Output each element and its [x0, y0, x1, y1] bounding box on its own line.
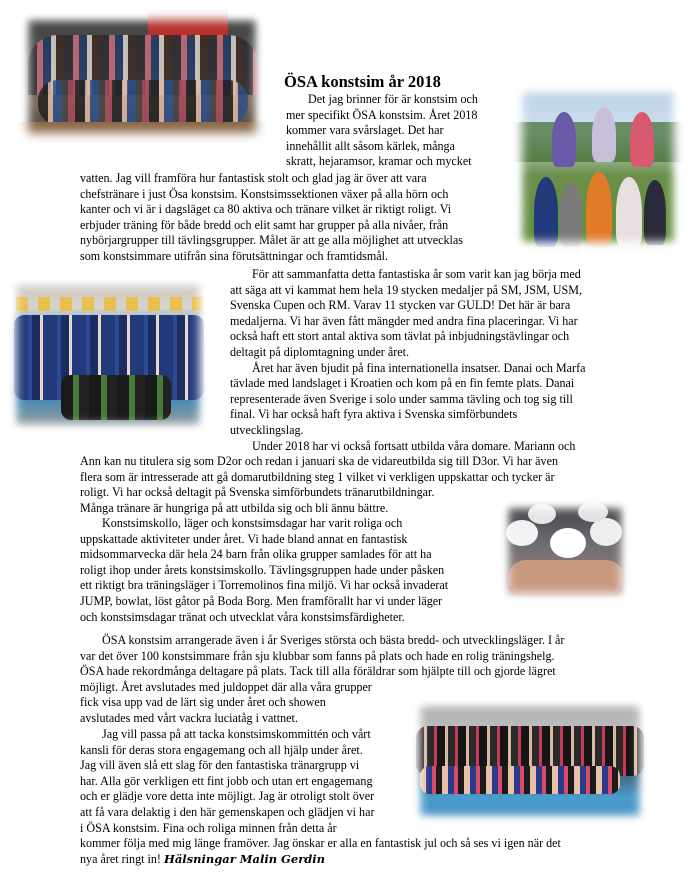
text-line: Jag vill passa på att tacka konstsimskommittén och vårt	[102, 727, 371, 741]
text-line: skratt, hejaramsor, kramar och mycket	[286, 154, 472, 169]
text-line: ÖSA konstsim arrangerade även i år Sveriges största och bästa bredd- och utvecklingsläger. I år	[102, 633, 565, 647]
paragraph-1-intro	[286, 92, 478, 170]
text-line: nya året ringt in!	[80, 851, 161, 866]
text-line: var det över 100 konstsimmare från sju klubbar som fanns på plats och hade en rolig träningshelg.	[80, 648, 555, 663]
text-line: mer specifikt ÖSA konstsim. Året 2018	[286, 107, 478, 122]
text-line: kommer följa med mig länge framöver. Jag önskar er alla en fantastisk jul och så ses vi igen när det	[80, 836, 561, 851]
text-line: medaljerna. Vi har även fått mängder med andra fina placeringar. Vi har	[230, 313, 578, 328]
text-line: kansli för deras stora engagemang och all hjälp under året.	[80, 742, 363, 757]
closing-line	[80, 852, 561, 868]
text-line: representerade även Sverige i solo under samma tävling och tog sig till	[230, 391, 573, 406]
paragraph-4-judges	[80, 454, 558, 516]
text-line: möjligt. Året avslutades med juldoppet där alla våra grupper	[80, 679, 372, 694]
paragraph-1-body	[80, 171, 463, 265]
text-line: deltagit på diplomtagning under året.	[230, 344, 410, 359]
paragraph-7-thanks	[80, 727, 561, 867]
text-line: Det jag brinner för är konstsim och	[308, 92, 478, 106]
text-line: Ann kan nu titulera sig som D2or och redan i januari ska de vidareutbilda sig till D3or. Vi har även	[80, 454, 558, 468]
text-line: och konstsimsdagar tränat och utvecklat våra konstsimsfärdigheter.	[80, 609, 405, 624]
text-line: ett riktigt bra träningsläger i Torremolinos fina miljö. Vi har också invaderat	[80, 578, 449, 593]
text-line: Konstsimskollo, läger och konstsimsdagar har varit roliga och	[102, 516, 403, 530]
medal-team-photo	[6, 275, 210, 435]
text-line: att säga att vi kammat hem hela 19 stycken medaljer på SM, JSM, USM,	[230, 282, 583, 297]
text-line: Året har även bjudit på fina internationella insatser. Danai och Marfa	[252, 360, 586, 375]
paragraph-6-training-camp	[80, 633, 564, 727]
text-line: i ÖSA konstsim. Fina och roliga minnen från detta år	[80, 820, 337, 835]
text-line: också haft ett stort antal aktiva som tävlat på inbjudningstävlingar och	[230, 329, 570, 344]
text-line: har. Alla gör verkligen ett fint jobb och utan ert engagemang	[80, 773, 373, 788]
text-line: För att sammanfatta detta fantastiska år som varit kan jag börja med	[252, 267, 581, 281]
text-line: att få vara delaktig i den här gemenskapen och glädjen vi har	[80, 804, 375, 819]
article-title: ÖSA konstsim år 2018	[284, 72, 441, 91]
text-line: kanter och vi är i dagsläget ca 80 aktiva och tränare vilket är riktigt roligt. Vi	[80, 202, 452, 217]
text-line: JUMP, bowlat, löst gåtor på Boda Borg. Men framförallt har vi under läger	[80, 593, 443, 608]
text-line: Svenska Cupen och RM. Varav 11 stycken var GULD! Det här är bara	[230, 298, 571, 313]
text-line: final. Vi har också haft fyra aktiva i Svenska simförbundets	[230, 407, 518, 422]
text-line: innehållit allt såsom kärlek, många	[286, 138, 455, 153]
text-line: som konstsimmare utifrån sina förutsättningar och framtidsmål.	[80, 248, 388, 263]
text-line: erbjuder träning för både bredd och elit samt har grupper på alla nivåer, från	[80, 217, 449, 232]
text-line: vatten. Jag vill framföra hur fantastisk stolt och glad jag är över att vara	[80, 171, 427, 185]
group-photo-top	[18, 10, 266, 143]
text-line: chefstränare i just Ösa konstsim. Konstsimssektionen växer på alla hörn och	[80, 186, 449, 201]
text-line: roligt. Vi har också deltagit på Svenska simförbundets tränarutbildningar.	[80, 485, 435, 500]
signature: Hälsningar Malin Gerdin	[163, 851, 326, 866]
text-line: Under 2018 har vi också fortsatt utbilda våra domare. Mariann och	[252, 438, 576, 453]
text-line: utvecklingslag.	[230, 422, 304, 437]
text-line: midsommarvecka där hela 24 barn från olika grupper samlades för att ha	[80, 547, 432, 562]
text-line: Många tränare är hungriga på att utbilda sig och bli ännu bättre.	[80, 500, 389, 515]
text-line: ÖSA hade rekordmånga deltagare på plats. Tack till alla föräldrar som hjälpte till och gjorde lägret	[80, 664, 556, 679]
paragraph-2-medals	[230, 267, 585, 454]
text-line: flera som är intresserade att gå domarutbildning steg 1 vilket vi verkligen uppskattar och tycker är	[80, 469, 555, 484]
text-line: Jag vill även slå ett slag för den fantastiska tränargrupp vi	[80, 758, 360, 773]
text-line: nybörjargrupper till tävlingsgrupper. Målet är att ge alla möjlighet att utvecklas	[80, 233, 463, 248]
text-line: avslutades med vårt vackra luciatåg i vattnet.	[80, 710, 298, 725]
paragraph-5-camps	[80, 516, 448, 625]
text-line: roligt ihop under årets konstsimskollo. Tävlingsgruppen hade under påsken	[80, 562, 445, 577]
text-line: uppskattade aktiviteter under året. Vi hade bland annat en fantastisk	[80, 531, 408, 546]
text-line: tävlade med landslaget i Kroatien och kom på en fin femte plats. Danai	[230, 376, 575, 391]
text-line: fick visa upp vad de lärt sig under året och showen	[80, 695, 326, 710]
outdoor-pyramid-photo	[512, 82, 684, 252]
text-line: kommer vara svårslaget. Det har	[286, 123, 444, 138]
text-line: och er glädje vore detta inte möjligt. Jag är otroligt stolt över	[80, 789, 375, 804]
